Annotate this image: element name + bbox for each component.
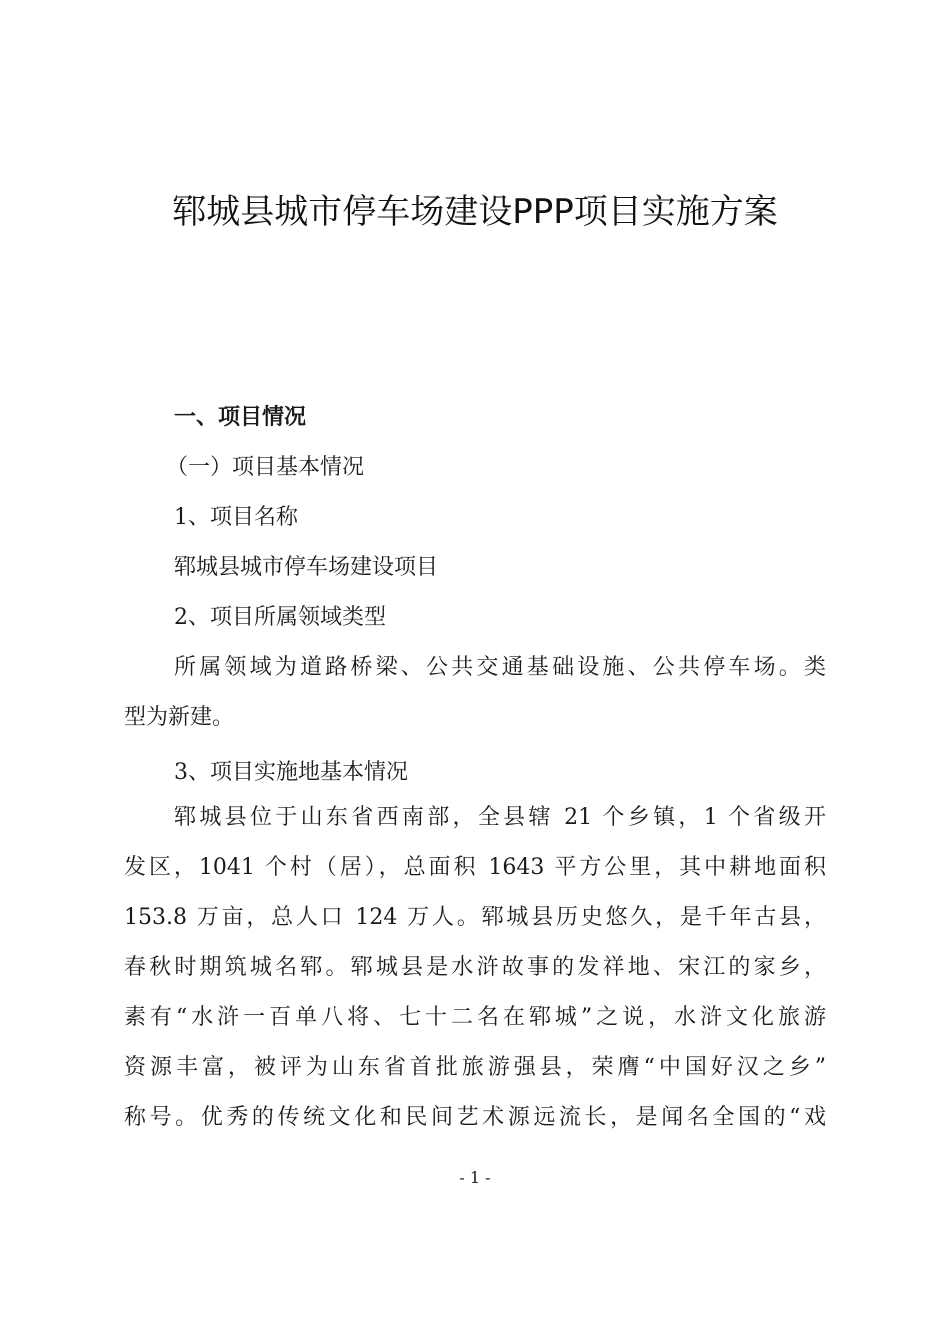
paragraph-line: 所属领域为道路桥梁、公共交通基础设施、公共停车场。类 xyxy=(174,655,826,680)
paragraph-line: 郓城县位于山东省西南部，全县辖 21 个乡镇，1 个省级开 xyxy=(174,805,826,830)
paragraph-line: 春秋时期筑城名郓。郓城县是水浒故事的发祥地、宋江的家乡， xyxy=(124,955,826,980)
paragraph-line: 称号。优秀的传统文化和民间艺术源远流长，是闻名全国的“戏 xyxy=(124,1105,826,1130)
paragraph-line: 发区，1041 个村（居），总面积 1643 平方公里，其中耕地面积 xyxy=(124,855,826,880)
item-label-domain-type: 2、项目所属领域类型 xyxy=(174,605,386,630)
document-title: 郓城县城市停车场建设PPP项目实施方案 xyxy=(172,192,778,232)
item-label-project-name: 1、项目名称 xyxy=(174,505,298,530)
paragraph-line: 素有“水浒一百单八将、七十二名在郓城”之说，水浒文化旅游 xyxy=(124,1005,826,1030)
page-number: - 1 - xyxy=(459,1168,491,1187)
item-text-project-name: 郓城县城市停车场建设项目 xyxy=(174,555,439,580)
subsection-heading-basic-info: （一）项目基本情况 xyxy=(166,455,365,480)
paragraph-line: 资源丰富，被评为山东省首批旅游强县，荣膺“中国好汉之乡” xyxy=(124,1055,826,1080)
paragraph-line: 153.8 万亩，总人口 124 万人。郓城县历史悠久，是千年古县， xyxy=(124,905,826,930)
section-heading-project-overview: 一、项目情况 xyxy=(174,405,307,430)
item-label-site-info: 3、项目实施地基本情况 xyxy=(174,760,408,785)
paragraph-line: 型为新建。 xyxy=(124,705,235,730)
